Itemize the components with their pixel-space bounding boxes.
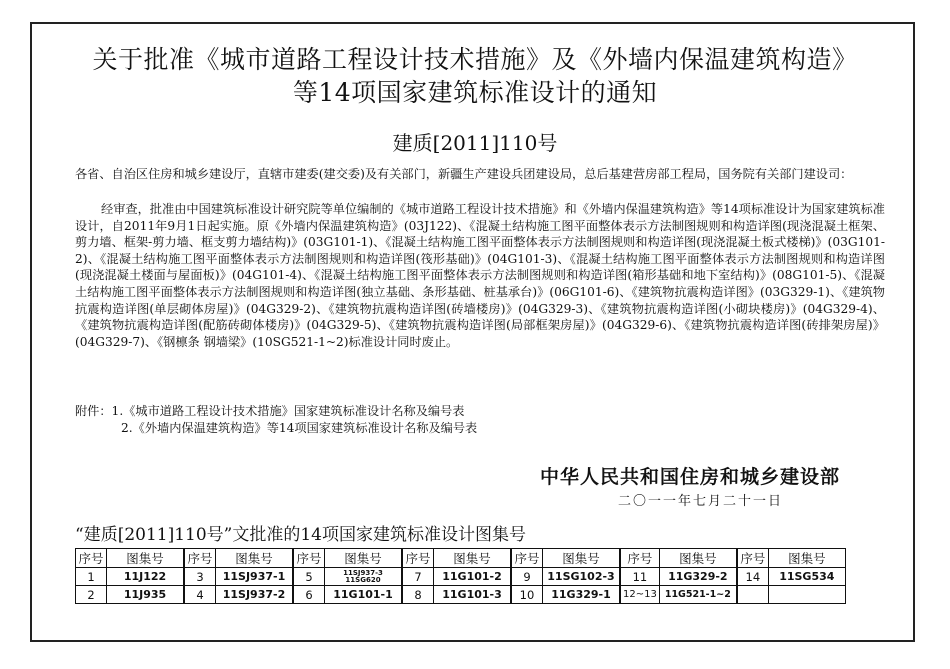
table-header-row xyxy=(76,549,846,568)
code-cell: 11G101-1 xyxy=(325,586,403,604)
code-cell: 11SG534 xyxy=(768,568,845,586)
header-code: 图集号 xyxy=(543,549,621,568)
code-cell-stacked xyxy=(325,568,403,586)
code-cell: 11G521-1~2 xyxy=(659,586,737,604)
code-cell: 11G329-1 xyxy=(543,586,621,604)
header-seq: 序号 xyxy=(184,549,216,568)
header-seq: 序号 xyxy=(402,549,434,568)
header-seq: 序号 xyxy=(293,549,325,568)
header-code: 图集号 xyxy=(325,549,403,568)
seq-cell xyxy=(737,586,769,604)
code-cell: 11SJ937-2 xyxy=(216,586,294,604)
seq-cell: 14 xyxy=(737,568,769,586)
table-title: “建质[2011]110号”文批准的14项国家建筑标准设计图集号 xyxy=(75,525,526,545)
seq-cell: 5 xyxy=(293,568,325,586)
header-code: 图集号 xyxy=(434,549,512,568)
header-seq: 序号 xyxy=(620,549,659,568)
seq-cell: 8 xyxy=(402,586,434,604)
seq-cell: 3 xyxy=(184,568,216,586)
issue-date: 二〇一一年七月二十一日 xyxy=(618,494,784,509)
header-seq: 序号 xyxy=(737,549,769,568)
seq-cell: 7 xyxy=(402,568,434,586)
issuing-authority: 中华人民共和国住房和城乡建设部 xyxy=(540,466,841,488)
code-cell: 11SG102-3 xyxy=(543,568,621,586)
document-number: 建质[2011]110号 xyxy=(392,131,558,155)
table-row xyxy=(76,586,846,604)
notice-title-line1: 关于批准《城市道路工程设计技术措施》及《外墙内保温建筑构造》 xyxy=(92,45,858,74)
code-top: 11SJ937-3 xyxy=(343,568,383,577)
header-code: 图集号 xyxy=(216,549,294,568)
seq-cell: 1 xyxy=(76,568,107,586)
header-code: 图集号 xyxy=(768,549,845,568)
code-cell: 11J122 xyxy=(107,568,185,586)
header-code: 图集号 xyxy=(107,549,185,568)
table-row xyxy=(76,568,846,586)
seq-cell: 4 xyxy=(184,586,216,604)
notice-title-line2: 等14项国家建筑标准设计的通知 xyxy=(292,78,658,107)
code-cell: 11G101-2 xyxy=(434,568,512,586)
header-seq: 序号 xyxy=(511,549,543,568)
seq-cell: 9 xyxy=(511,568,543,586)
main-paragraph: 经审查，批准由中国建筑标准设计研究院等单位编制的《城市道路工程设计技术措施》和《外墙内保温建筑构造》等14项标准设计为国家建筑标准设计，自2011年9月1日起实施。原《外墙内保温建筑构造》(03J122)、《混凝土结构施工图平面整体表示方法制图规则和构造详图(现浇混凝土框架、剪力墙、框架-剪力墙、框支剪力墙结构)》(03G101-1)、《混凝土结构施工图平面整体表示方法制图规则和构造详图(现浇混凝土板式楼梯)》(03G101-2)、《混凝土结构施工图平面整体表示方法制图规则和构造详图(筏形基础)》(04G101-3)、《混凝土结构施工图平面整体表示方法制图规则和构造详图(现浇混凝土楼面与屋面板)》(04G101-4)、《混凝土结构施工图平面整体表示方法制图规则和构造详图(箱形基础和地下室结构)》(08G101-5)、《混凝土结构施工图平面整体表示方法制图规则和构造详图(独立基础、条形基础、桩基承台)》(06G101-6)、《建筑物抗震构造详图》(03G329-1)、《建筑物抗震构造详图(单层砌体房屋)》(04G329-2)、《建筑物抗震构造详图(砖墙楼房)》(04G329-3)、《建筑物抗震构造详图(小砌块楼房)》(04G329-4)、《建筑物抗震构造详图(配筋砖砌体楼房)》(04G329-5)、《建筑物抗震构造详图(局部框架房屋)》(04G329-6)、《建筑物抗震构造详图(砖排架房屋)》(04G329-7)、《钢檩条 钢墙梁》(10SG521-1~2)标准设计同时废止。 xyxy=(75,202,885,349)
attachments xyxy=(75,403,885,436)
code-bottom: 11SG620 xyxy=(345,575,381,584)
code-cell: 11J935 xyxy=(107,586,185,604)
seq-cell: 12~13 xyxy=(620,586,659,604)
atlas-number-table xyxy=(75,548,846,604)
header-seq: 序号 xyxy=(76,549,107,568)
seq-cell: 2 xyxy=(76,586,107,604)
seq-cell: 10 xyxy=(511,586,543,604)
header-code: 图集号 xyxy=(659,549,737,568)
code-cell: 11G101-3 xyxy=(434,586,512,604)
seq-cell: 11 xyxy=(620,568,659,586)
attachment-1: 附件：1.《城市道路工程设计技术措施》国家建筑标准设计名称及编号表 xyxy=(75,404,465,418)
code-cell: 11G329-2 xyxy=(659,568,737,586)
code-cell xyxy=(768,586,845,604)
addressee-paragraph: 各省、自治区住房和城乡建设厅，直辖市建委(建交委)及有关部门，新疆生产建设兵团建设局，总后基建营房部工程局，国务院有关部门建设司： xyxy=(75,167,853,181)
seq-cell: 6 xyxy=(293,586,325,604)
code-cell: 11SJ937-1 xyxy=(216,568,294,586)
attachment-2: 2.《外墙内保温建筑构造》等14项国家建筑标准设计名称及编号表 xyxy=(121,420,478,435)
